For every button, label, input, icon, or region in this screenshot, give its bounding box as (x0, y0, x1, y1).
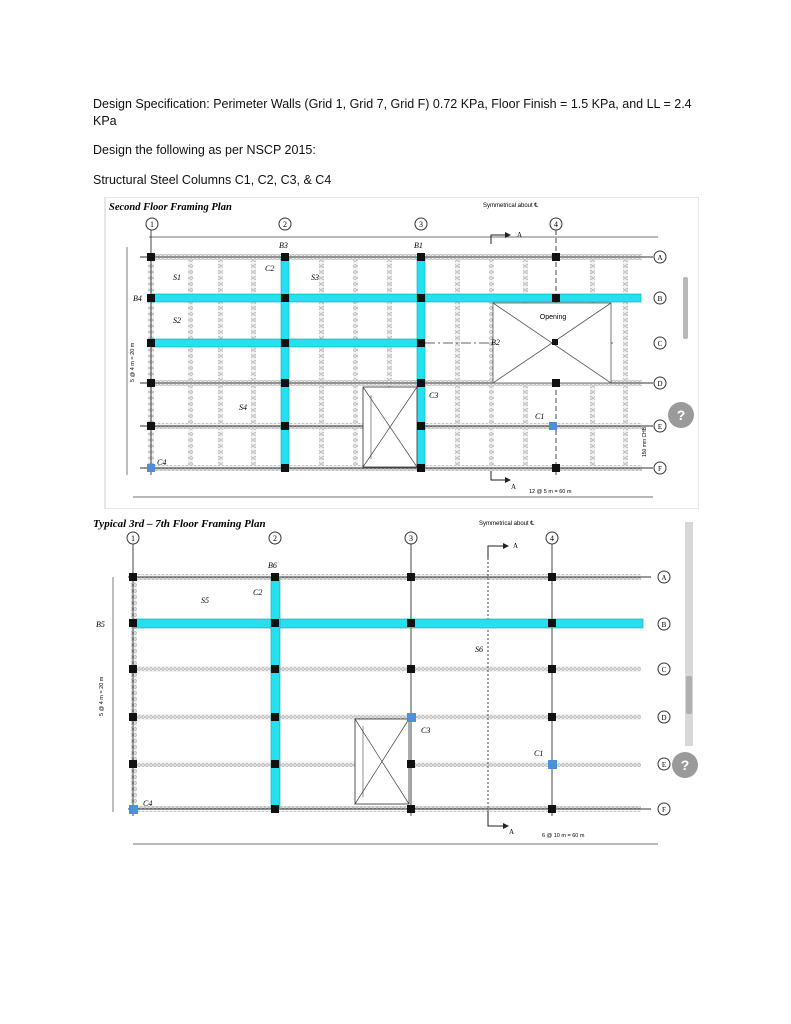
section-mark-a: A (513, 542, 519, 550)
label-c2: C2 (253, 588, 263, 597)
plan1-stair (363, 387, 417, 467)
label-b4: B4 (133, 294, 142, 303)
plan2-scrollbar-thumb[interactable] (686, 676, 692, 714)
label-c2: C2 (265, 264, 275, 273)
section-mark-a: A (509, 828, 515, 836)
column-c1 (548, 760, 557, 769)
label-c4: C4 (157, 458, 167, 467)
plan1-dim-left: 5 @ 4 m = 20 m (130, 342, 136, 382)
beam-b6 (271, 577, 280, 809)
section-mark-a: A (511, 483, 517, 491)
row-label: A (661, 574, 667, 582)
label-c1: C1 (534, 749, 544, 758)
label-s3: S3 (311, 273, 319, 282)
label-c1: C1 (535, 412, 545, 421)
plan1-dim-bottom: 12 @ 5 m = 60 m (529, 489, 572, 495)
opening-label: Opening (539, 314, 567, 321)
row-label: F (658, 465, 662, 473)
column-c4 (129, 805, 138, 814)
label-c3: C3 (421, 726, 431, 735)
label-s4: S4 (239, 403, 247, 412)
label-s2: S2 (173, 316, 181, 325)
label-s1: S1 (173, 273, 181, 282)
plan1-scrollbar[interactable] (683, 277, 688, 339)
column-c1 (549, 422, 557, 430)
column-c4 (147, 464, 155, 472)
grid-label: 3 (419, 220, 423, 229)
second-floor-framing-plan (93, 197, 699, 509)
row-label: B (661, 621, 667, 629)
row-label: C (661, 666, 667, 674)
label-b1: B1 (414, 241, 423, 250)
row-label: B (657, 295, 663, 303)
help-icon[interactable]: ? (668, 402, 694, 428)
grid-label: 4 (554, 220, 558, 229)
label-b3: B3 (279, 241, 288, 250)
design-line: Design the following as per NSCP 2015: (93, 143, 316, 157)
row-label: C (657, 340, 663, 348)
plan1-symmetry-note: Symmetrical about ℄ (483, 203, 539, 209)
plan2-symmetry-note: Symmetrical about ℄ (479, 521, 535, 527)
grid-label: 2 (273, 534, 277, 543)
beam-b1 (417, 257, 425, 468)
row-label: D (661, 714, 667, 722)
typical-floor-framing-plan (93, 516, 699, 848)
row-label: F (662, 806, 666, 814)
plan1-chb-note: 150 mm CHB (642, 426, 648, 457)
row-label: D (657, 380, 663, 388)
plan2-dim-left: 5 @ 4 m = 20 m (99, 676, 105, 716)
grid-label: 1 (150, 220, 154, 229)
plan2-dim-bottom: 6 @ 10 m = 60 m (542, 833, 585, 839)
plan2-stair (355, 719, 409, 804)
label-s5: S5 (201, 596, 209, 605)
label-b2: B2 (491, 338, 500, 347)
beam-b5 (133, 619, 643, 628)
grid-label: 3 (409, 534, 413, 543)
grid-label: 2 (283, 220, 287, 229)
plan2-title: Typical 3rd – 7th Floor Framing Plan (93, 518, 266, 530)
spec-text: Design Specification: Perimeter Walls (Grid 1, Grid 7, Grid F) 0.72 KPa, Floor Finish = 1.5 KPa, and LL = 2.4 KPa (93, 97, 692, 128)
beam-b4 (151, 294, 641, 302)
label-c4: C4 (143, 799, 153, 808)
label-c3: C3 (429, 391, 439, 400)
label-b6: B6 (268, 561, 277, 570)
columns-line: Structural Steel Columns C1, C2, C3, & C4 (93, 173, 332, 187)
grid-label: 4 (550, 534, 554, 543)
help-icon[interactable]: ? (672, 752, 698, 778)
row-label: E (661, 761, 667, 769)
grid-label: 1 (131, 534, 135, 543)
row-label: A (657, 254, 663, 262)
row-label: E (657, 423, 663, 431)
beam-b3 (281, 257, 289, 468)
column-c3 (407, 713, 416, 722)
plan1-title: Second Floor Framing Plan (109, 202, 232, 213)
label-s6: S6 (475, 645, 483, 654)
label-b5: B5 (96, 620, 105, 629)
section-mark-a: A (517, 231, 523, 239)
